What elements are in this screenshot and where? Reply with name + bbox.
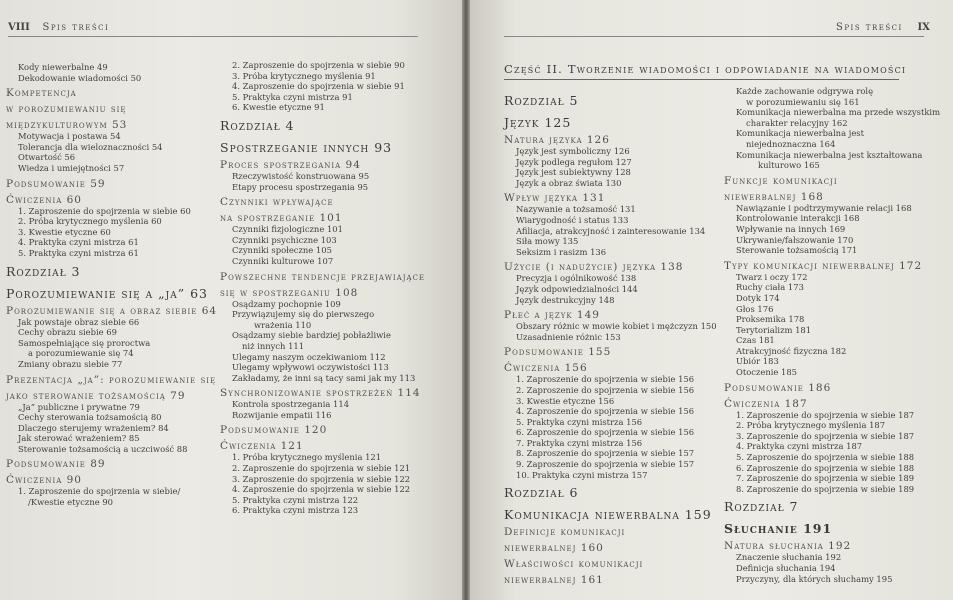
toc-entry: Zmiany obrazu siebie 77 [18, 358, 123, 369]
book-gutter [462, 0, 470, 600]
toc-entry: Znaczenie słuchania 192 [736, 552, 842, 563]
toc-entry: Język jest symboliczny 126 [516, 146, 630, 156]
toc-entry: Terytorializm 181 [736, 324, 812, 335]
right-page-header [836, 22, 930, 33]
toc-entry: Komunikacja niewerbalna ma przede wszystkim [736, 107, 941, 118]
toc-entry: 2. Próba krytycznego myślenia 187 [736, 420, 886, 431]
toc-entry: Użycie (i nadużycie) języka 138 [504, 261, 684, 274]
toc-entry: 5. Zaproszenie do spojrzenia w siebie 188 [736, 452, 915, 463]
toc-entry: Ćwiczenia 60 [6, 193, 82, 206]
toc-entry: 6. Praktyka czyni mistrza 123 [232, 505, 359, 516]
toc-entry: Podsumowanie 120 [220, 424, 328, 437]
toc-entry: Nawiązanie i podtrzymywanie relacji 168 [736, 202, 912, 213]
toc-entry: Język a obraz świata 130 [516, 177, 622, 188]
toc-entry: 6. Zaproszenie do spojrzenia w siebie 156 [516, 427, 695, 438]
toc-entry: 1. Zaproszenie do spojrzenia w siebie 156 [516, 374, 695, 385]
toc-entry: Porozumiewanie się a obraz siebie 64 [6, 304, 218, 317]
toc-entry: 2. Zaproszenie do spojrzenia w siebie 156 [516, 384, 695, 395]
part-title: Część II. Tworzenie wiadomości i odpowiadanie na wiadomości [504, 62, 899, 80]
toc-entry: wrażenia 110 [254, 319, 312, 330]
toc-entry: Seksizm i rasizm 136 [516, 246, 607, 257]
toc-entry: 4. Zaproszenie do spojrzenia w siebie 91 [232, 81, 405, 92]
toc-entry: Afiliacja, atrakcyjność i zainteresowanie 134 [516, 225, 706, 236]
toc-entry: Sterowanie tożsamością a uczciwość 88 [18, 443, 188, 454]
toc-entry: Kontrola spostrzegania 114 [232, 399, 350, 410]
toc-entry: Spostrzeganie innych 93 [220, 139, 393, 155]
left-header-rule [8, 36, 418, 37]
toc-entry: Podsumowanie 59 [6, 177, 106, 190]
toc-entry: Rozdział 7 [724, 499, 799, 515]
toc-entry: 4. Zaproszenie do spojrzenia w siebie 122 [232, 484, 411, 495]
toc-entry: Precyzja i ogólnikowość 138 [516, 273, 637, 284]
toc-entry: 3. Kwestie etyczne 60 [18, 226, 111, 237]
toc-entry: na spostrzeganie 101 [220, 212, 343, 225]
toc-entry: Dekodowanie wiadomości 50 [18, 72, 142, 83]
right-page-number: IX [917, 22, 930, 33]
toc-entry: Zakładamy, że inni są tacy sami jak my 113 [232, 372, 416, 383]
toc-entry: niż innych 111 [242, 340, 305, 351]
toc-entry: Język podlega regułom 127 [516, 156, 632, 167]
toc-entry: Osądzamy pochopnie 109 [232, 298, 341, 309]
toc-entry: charakter relacyjny 162 [746, 117, 848, 128]
toc-entry: Ćwiczenia 121 [220, 440, 304, 453]
left-column-1 [6, 62, 216, 508]
toc-entry: 5. Praktyka czyni mistrza 156 [516, 416, 643, 427]
toc-entry: Podsumowanie 89 [6, 458, 106, 471]
toc-entry: Proksemika 178 [736, 314, 805, 325]
toc-entry: 10. Praktyka czyni mistrza 157 [516, 469, 648, 480]
toc-entry: Jak sterować wrażeniem? 85 [18, 433, 140, 444]
toc-entry: Prezentacja „ja”: porozumiewanie się [6, 373, 217, 386]
toc-entry: Płeć a język 149 [504, 309, 600, 322]
toc-entry: Język odpowiedzialności 144 [516, 283, 638, 294]
toc-entry: Cechy sterowania tożsamością 80 [18, 412, 162, 423]
toc-entry: 3. Zaproszenie do spojrzenia w siebie 122 [232, 473, 411, 484]
toc-entry: 5. Praktyka czyni mistrza 91 [232, 91, 353, 102]
toc-entry: Wiedza i umiejętności 57 [18, 162, 125, 173]
toc-entry: Ćwiczenia 90 [6, 474, 82, 487]
toc-entry: Proces spostrzegania 94 [220, 158, 361, 171]
toc-entry: Etapy procesu spostrzegania 95 [232, 181, 369, 192]
toc-entry: Nazywanie a tożsamość 131 [516, 204, 636, 215]
toc-entry: 8. Zaproszenie do spojrzenia w siebie 157 [516, 448, 695, 459]
right-column-2 [724, 86, 953, 584]
toc-entry: 4. Praktyka czyni mistrza 187 [736, 441, 863, 452]
toc-entry: Wiarygodność i status 133 [516, 214, 629, 225]
toc-entry: Czynniki psychiczne 103 [232, 234, 337, 245]
toc-entry: Obszary różnic w mowie kobiet i mężczyzn 150 [516, 321, 717, 332]
toc-entry: Ruchy ciała 173 [736, 282, 804, 293]
left-header-title: Spis treści [42, 22, 110, 33]
toc-entry: w porozumiewaniu się 161 [746, 96, 860, 107]
toc-entry: Dlaczego sterujemy wrażeniem? 84 [18, 422, 169, 433]
toc-entry: Przyczyny, dla których słuchamy 195 [736, 573, 893, 584]
toc-entry: 6. Zaproszenie do spojrzenia w siebie 188 [736, 462, 915, 473]
toc-entry: Ukrywanie/fałszowanie 170 [736, 234, 854, 245]
right-header-rule [504, 36, 924, 37]
toc-entry: Ćwiczenia 187 [724, 397, 808, 410]
toc-entry: Otoczenie 185 [736, 367, 798, 378]
toc-entry: 3. Próba krytycznego myślenia 91 [232, 70, 376, 81]
toc-entry: Porozumiewanie się a „ja” 63 [6, 285, 208, 301]
toc-entry: Rzeczywistość konstruowana 95 [232, 170, 370, 181]
toc-entry: Ulegamy naszym oczekiwaniom 112 [232, 351, 386, 362]
toc-entry: 2. Próba krytycznego myślenia 60 [18, 216, 162, 227]
left-page-header [8, 22, 109, 33]
toc-entry: 4. Zaproszenie do spojrzenia w siebie 156 [516, 406, 695, 417]
toc-entry: kulturowo 165 [758, 160, 820, 171]
toc-entry: Uzasadnienie różnic 153 [516, 331, 621, 342]
toc-entry: Kody niewerbalne 49 [18, 62, 108, 72]
toc-entry: jako sterowanie tożsamością 79 [6, 389, 186, 402]
toc-entry: „Ja” publiczne i prywatne 79 [18, 401, 140, 412]
toc-entry: Komunikacja niewerbalna jest kształtowana [736, 149, 923, 160]
toc-entry: 8. Zaproszenie do spojrzenia w siebie 189 [736, 483, 915, 494]
toc-entry: 6. Kwestie etyczne 91 [232, 102, 325, 113]
toc-entry: Ćwiczenia 156 [504, 362, 588, 375]
toc-entry: Czynniki społeczne 105 [232, 245, 332, 256]
right-header-title: Spis treści [836, 22, 903, 33]
toc-entry: Tolerancja dla wieloznaczności 54 [18, 141, 163, 152]
toc-entry: Czas 181 [736, 335, 775, 346]
toc-entry: Rozdział 5 [504, 93, 579, 108]
toc-entry: Komunikacja niewerbalna jest [736, 128, 864, 139]
toc-entry: Ulegamy wpływowi oczywistości 113 [232, 362, 389, 373]
toc-entry: Samospełniające się proroctwa [18, 337, 151, 348]
toc-entry: Osądzamy siebie bardziej pobłażliwie [232, 330, 391, 341]
toc-entry: 2. Zaproszenie do spojrzenia w siebie 90 [232, 60, 405, 70]
toc-entry: Przywiązujemy się do pierwszego [232, 309, 375, 320]
toc-entry: 9. Zaproszenie do spojrzenia w siebie 157 [516, 459, 695, 470]
toc-entry: Typy komunikacji niewerbalnej 172 [724, 259, 923, 272]
toc-entry: Właściwości komunikacji [504, 558, 644, 571]
toc-entry: /Kwestie etyczne 90 [28, 497, 113, 508]
toc-entry: Definicje komunikacji [504, 526, 626, 539]
toc-entry: Rozwijanie empatii 116 [232, 409, 332, 420]
toc-entry: Powszechne tendencje przejawiające [220, 270, 426, 283]
toc-entry: Atrakcyjność fizyczna 182 [736, 345, 847, 356]
toc-entry: Podsumowanie 155 [504, 346, 612, 359]
toc-entry: Czynniki wpływające [220, 196, 334, 209]
toc-entry: niejednoznaczna 164 [746, 138, 836, 149]
toc-entry: Wpływ języka 131 [504, 192, 606, 205]
toc-entry: 5. Praktyka czyni mistrza 61 [18, 247, 139, 258]
toc-entry: Słuchanie 191 [724, 521, 833, 537]
toc-entry: Dotyk 174 [736, 292, 780, 303]
toc-entry: 7. Zaproszenie do spojrzenia w siebie 189 [736, 473, 915, 484]
toc-entry: Kontrolowanie interakcji 168 [736, 213, 860, 224]
toc-entry: niewerbalnej 161 [504, 574, 604, 587]
toc-entry: Język jest subiektywny 128 [516, 167, 631, 178]
toc-entry: w porozumiewaniu się [6, 103, 127, 116]
toc-entry: Język destrukcyjny 148 [516, 294, 615, 305]
toc-entry: 4. Praktyka czyni mistrza 61 [18, 237, 139, 248]
toc-entry: Każde zachowanie odgrywa rolę [736, 86, 874, 96]
toc-entry: Rozdział 6 [504, 485, 579, 501]
toc-entry: Czynniki kulturowe 107 [232, 255, 334, 266]
toc-entry: Głos 176 [736, 303, 774, 314]
toc-entry: Rozdział 3 [6, 263, 81, 279]
toc-entry: 1. Zaproszenie do spojrzenia w siebie 187 [736, 409, 915, 420]
toc-entry: Synchronizowanie spostrzeżeń 114 [220, 387, 421, 400]
toc-entry: 7. Praktyka czyni mistrza 156 [516, 437, 643, 448]
right-column-1 [504, 86, 717, 587]
left-column-2 [220, 60, 450, 516]
toc-entry: Sterowanie tożsamością 171 [736, 245, 858, 256]
toc-entry: 1. Próba krytycznego myślenia 121 [232, 452, 382, 463]
toc-entry: Otwartość 56 [18, 152, 76, 163]
toc-entry: niewerbalnej 168 [724, 190, 824, 203]
toc-entry: Twarz i oczy 172 [736, 271, 808, 282]
toc-entry: 5. Praktyka czyni mistrza 122 [232, 494, 359, 505]
toc-entry: Czynniki fizjologiczne 101 [232, 224, 343, 235]
toc-entry: Wpływanie na innych 169 [736, 223, 846, 234]
toc-entry: 3. Kwestie etyczne 156 [516, 395, 615, 406]
toc-entry: Podsumowanie 186 [724, 381, 832, 394]
toc-entry: międzykulturowym 53 [6, 119, 128, 132]
toc-entry: Natura języka 126 [504, 134, 610, 146]
toc-entry: Jak powstaje obraz siebie 66 [18, 316, 140, 327]
toc-entry: 2. Zaproszenie do spojrzenia w siebie 121 [232, 463, 411, 474]
toc-entry: się w spostrzeganiu 108 [220, 286, 359, 299]
toc-entry: Ubiór 183 [736, 356, 779, 367]
toc-entry: Komunikacja niewerbalna 159 [504, 507, 712, 523]
toc-entry: niewerbalnej 160 [504, 542, 604, 555]
toc-entry: Natura słuchania 192 [724, 540, 852, 553]
toc-entry: Cechy obrazu siebie 69 [18, 327, 117, 338]
toc-entry: a porozumiewanie się 74 [28, 348, 134, 359]
toc-entry: Motywacja i postawa 54 [18, 131, 121, 142]
toc-entry: 3. Zaproszenie do spojrzenia w siebie 187 [736, 430, 915, 441]
toc-entry: 1. Zaproszenie do spojrzenia w siebie 60 [18, 205, 191, 216]
toc-entry: Siła mowy 135 [516, 236, 579, 247]
toc-entry: Rozdział 4 [220, 117, 295, 133]
toc-entry: 1. Zaproszenie do spojrzenia w siebie/ [18, 486, 181, 497]
toc-entry: Funkcje komunikacji [724, 174, 838, 187]
toc-entry: Język 125 [504, 115, 572, 130]
toc-entry: Definicja słuchania 194 [736, 563, 836, 573]
toc-entry: Kompetencja [6, 87, 77, 100]
left-page-number: VIII [8, 22, 30, 33]
